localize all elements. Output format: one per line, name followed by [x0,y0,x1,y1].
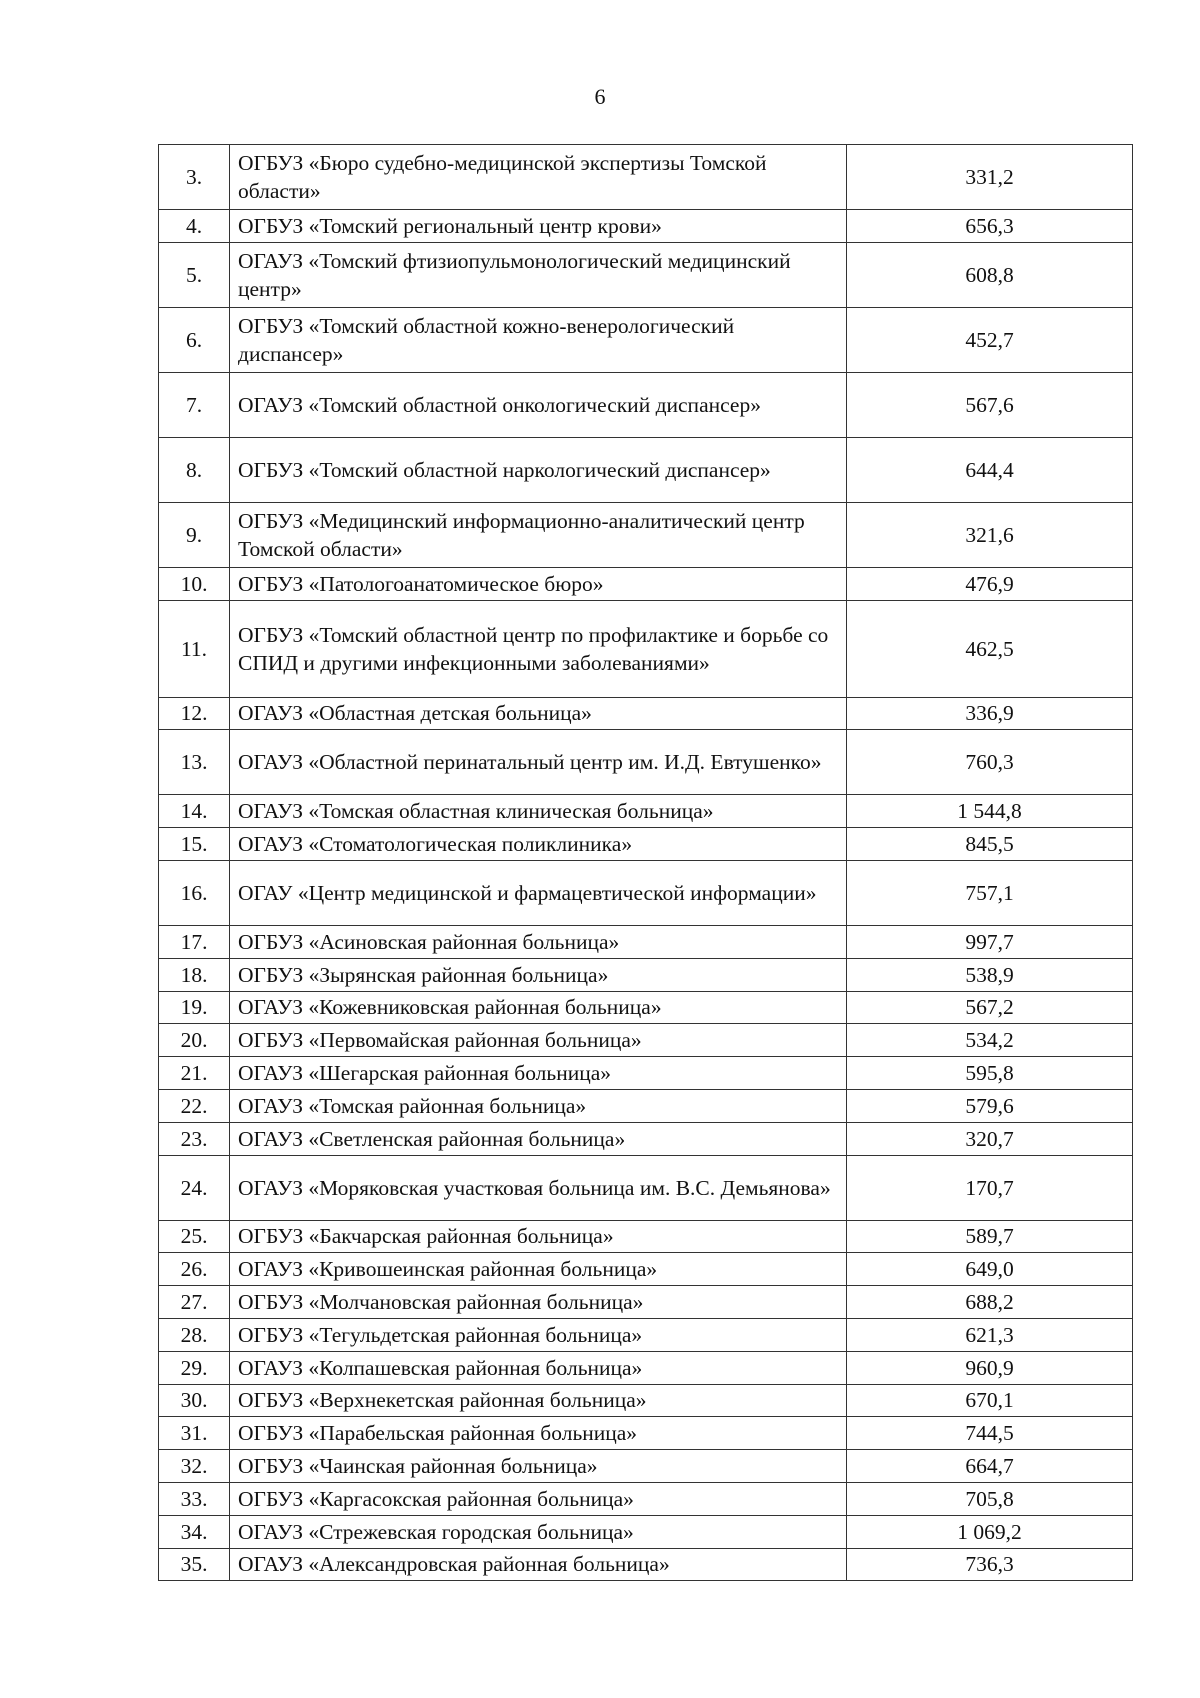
amount-value: 644,4 [847,437,1133,502]
amount-value: 567,6 [847,372,1133,437]
row-number: 14. [159,795,230,828]
row-number: 33. [159,1482,230,1515]
row-number: 12. [159,697,230,730]
institution-name: ОГБУЗ «Томский областной кожно-венерологический диспансер» [230,307,847,372]
amount-value: 757,1 [847,860,1133,925]
row-number: 15. [159,828,230,861]
table-row [159,1286,1133,1319]
table-row [159,242,1133,307]
amount-value: 997,7 [847,925,1133,958]
table-row [159,1024,1133,1057]
row-number: 10. [159,567,230,600]
institution-name: ОГБУЗ «Парабельская районная больница» [230,1417,847,1450]
institution-name: ОГБУЗ «Медицинский информационно-аналитический центр Томской области» [230,502,847,567]
amount-value: 336,9 [847,697,1133,730]
table-row [159,925,1133,958]
row-number: 6. [159,307,230,372]
institution-name: ОГБУЗ «Томский областной центр по профилактике и борьбе со СПИД и другими инфекционными заболеваниями» [230,600,847,697]
row-number: 22. [159,1089,230,1122]
table-row [159,1122,1133,1155]
amount-value: 567,2 [847,991,1133,1024]
amount-value: 331,2 [847,145,1133,210]
institution-name: ОГАУЗ «Александровская районная больница» [230,1548,847,1581]
amount-value: 760,3 [847,730,1133,795]
amount-value: 589,7 [847,1220,1133,1253]
table-row [159,210,1133,243]
row-number: 13. [159,730,230,795]
amount-value: 1 544,8 [847,795,1133,828]
institution-name: ОГБУЗ «Чаинская районная больница» [230,1450,847,1483]
row-number: 18. [159,958,230,991]
amount-value: 538,9 [847,958,1133,991]
table-row [159,1220,1133,1253]
institution-name: ОГБУЗ «Бакчарская районная больница» [230,1220,847,1253]
institution-name: ОГАУЗ «Томская районная больница» [230,1089,847,1122]
table-row [159,1351,1133,1384]
institution-name: ОГБУЗ «Тегульдетская районная больница» [230,1318,847,1351]
institution-name: ОГАУЗ «Томский областной онкологический диспансер» [230,372,847,437]
row-number: 35. [159,1548,230,1581]
institution-name: ОГАУЗ «Колпашевская районная больница» [230,1351,847,1384]
table-row [159,1384,1133,1417]
institution-name: ОГБУЗ «Бюро судебно-медицинской экспертизы Томской области» [230,145,847,210]
page-number: 6 [594,84,606,109]
amount-value: 960,9 [847,1351,1133,1384]
table-row [159,437,1133,502]
table-row [159,1089,1133,1122]
row-number: 16. [159,860,230,925]
row-number: 32. [159,1450,230,1483]
amount-value: 476,9 [847,567,1133,600]
table-row [159,1515,1133,1548]
institution-name: ОГАУЗ «Стрежевская городская больница» [230,1515,847,1548]
table-row [159,730,1133,795]
table-row [159,795,1133,828]
institution-name: ОГБУЗ «Верхнекетская районная больница» [230,1384,847,1417]
institution-name: ОГБУЗ «Зырянская районная больница» [230,958,847,991]
row-number: 17. [159,925,230,958]
amount-value: 595,8 [847,1057,1133,1090]
table-row [159,1155,1133,1220]
amount-value: 608,8 [847,242,1133,307]
table-row [159,502,1133,567]
table-row [159,1253,1133,1286]
amount-value: 462,5 [847,600,1133,697]
institution-name: ОГБУЗ «Первомайская районная больница» [230,1024,847,1057]
funding-table [158,144,1133,1581]
institution-name: ОГАУЗ «Областной перинатальный центр им. И.Д. Евтушенко» [230,730,847,795]
row-number: 23. [159,1122,230,1155]
table-row [159,860,1133,925]
amount-value: 1 069,2 [847,1515,1133,1548]
table-row [159,600,1133,697]
institution-name: ОГАУЗ «Томская областная клиническая больница» [230,795,847,828]
table-row [159,1318,1133,1351]
institution-name: ОГБУЗ «Молчановская районная больница» [230,1286,847,1319]
table-body [159,145,1133,1581]
table-row [159,991,1133,1024]
amount-value: 845,5 [847,828,1133,861]
amount-value: 705,8 [847,1482,1133,1515]
row-number: 25. [159,1220,230,1253]
row-number: 20. [159,1024,230,1057]
amount-value: 688,2 [847,1286,1133,1319]
institution-name: ОГБУЗ «Томский региональный центр крови» [230,210,847,243]
row-number: 11. [159,600,230,697]
table-row [159,1482,1133,1515]
row-number: 28. [159,1318,230,1351]
row-number: 29. [159,1351,230,1384]
row-number: 4. [159,210,230,243]
institution-name: ОГАУЗ «Кривошеинская районная больница» [230,1253,847,1286]
table-row [159,145,1133,210]
amount-value: 670,1 [847,1384,1133,1417]
table-row [159,567,1133,600]
amount-value: 744,5 [847,1417,1133,1450]
row-number: 27. [159,1286,230,1319]
table-row [159,1417,1133,1450]
institution-name: ОГБУЗ «Патологоанатомическое бюро» [230,567,847,600]
amount-value: 656,3 [847,210,1133,243]
table-row [159,697,1133,730]
row-number: 30. [159,1384,230,1417]
row-number: 21. [159,1057,230,1090]
table-row [159,1450,1133,1483]
institution-name: ОГАУЗ «Стоматологическая поликлиника» [230,828,847,861]
row-number: 26. [159,1253,230,1286]
amount-value: 321,6 [847,502,1133,567]
institution-name: ОГБУЗ «Томский областной наркологический диспансер» [230,437,847,502]
institution-name: ОГАУЗ «Кожевниковская районная больница» [230,991,847,1024]
table-row [159,372,1133,437]
institution-name: ОГАУ «Центр медицинской и фармацевтической информации» [230,860,847,925]
institution-name: ОГАУЗ «Моряковская участковая больница им. В.С. Демьянова» [230,1155,847,1220]
row-number: 9. [159,502,230,567]
institution-name: ОГАУЗ «Светленская районная больница» [230,1122,847,1155]
row-number: 19. [159,991,230,1024]
row-number: 5. [159,242,230,307]
institution-name: ОГАУЗ «Шегарская районная больница» [230,1057,847,1090]
row-number: 7. [159,372,230,437]
institution-name: ОГАУЗ «Томский фтизиопульмонологический медицинский центр» [230,242,847,307]
institution-name: ОГАУЗ «Областная детская больница» [230,697,847,730]
institution-name: ОГБУЗ «Каргасокская районная больница» [230,1482,847,1515]
amount-value: 649,0 [847,1253,1133,1286]
amount-value: 664,7 [847,1450,1133,1483]
table-row [159,307,1133,372]
amount-value: 170,7 [847,1155,1133,1220]
table-row [159,958,1133,991]
row-number: 34. [159,1515,230,1548]
amount-value: 452,7 [847,307,1133,372]
institution-name: ОГБУЗ «Асиновская районная больница» [230,925,847,958]
amount-value: 534,2 [847,1024,1133,1057]
table-row [159,828,1133,861]
amount-value: 579,6 [847,1089,1133,1122]
row-number: 31. [159,1417,230,1450]
amount-value: 320,7 [847,1122,1133,1155]
table-row [159,1548,1133,1581]
amount-value: 736,3 [847,1548,1133,1581]
amount-value: 621,3 [847,1318,1133,1351]
row-number: 8. [159,437,230,502]
row-number: 3. [159,145,230,210]
row-number: 24. [159,1155,230,1220]
table-row [159,1057,1133,1090]
